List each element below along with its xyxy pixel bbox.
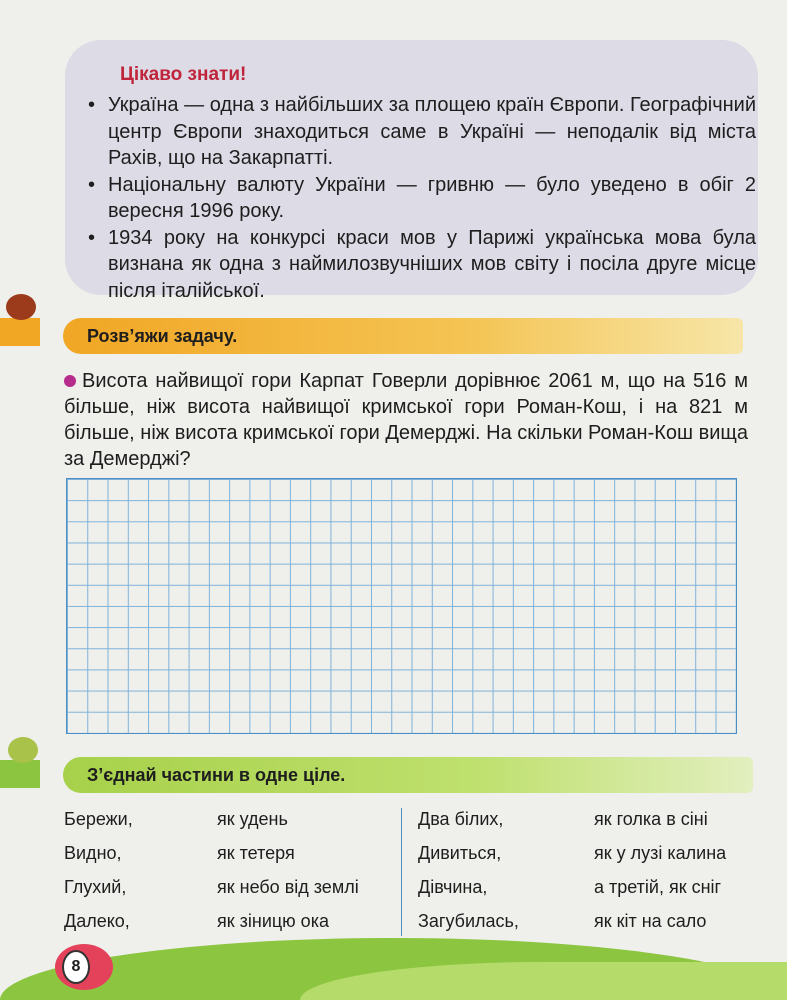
orange-side-tab <box>0 318 40 346</box>
task-heading: З’єднай частини в одне ціле. <box>87 765 346 785</box>
page-number: 8 <box>62 950 90 984</box>
info-box-title: Цікаво знати! <box>120 64 247 85</box>
match-item[interactable]: Бережи, <box>64 809 133 829</box>
match-item[interactable]: як небо від землі <box>217 877 359 897</box>
monkey-mascot-icon <box>6 294 36 320</box>
match-item[interactable]: як голка в сіні <box>594 809 708 829</box>
column-divider <box>401 808 402 936</box>
match-item[interactable]: Загубилась, <box>418 911 519 931</box>
fact-item: • Національну валюту України — гривню — було уведено в обіг 2 вересня 1996 року. <box>86 172 756 225</box>
match-item[interactable]: Два білих, <box>418 809 504 829</box>
match-item[interactable]: Дивиться, <box>418 843 502 863</box>
match-item[interactable]: Дівчина, <box>418 877 488 897</box>
match-item[interactable]: Далеко, <box>64 911 130 931</box>
match-item[interactable]: як кіт на сало <box>594 911 707 931</box>
task-banner-match <box>63 757 753 793</box>
fact-item: • 1934 року на конкурсі краси мов у Парижі українська мова була визнана як одна з наймилозвучніших мов світу і посіла друге місце після італійської. <box>86 225 756 305</box>
match-column-1 <box>64 802 133 938</box>
match-column-3 <box>418 802 519 938</box>
match-item[interactable]: як у лузі калина <box>594 843 727 863</box>
match-item[interactable]: Видно, <box>64 843 122 863</box>
bullet-dot-icon <box>64 375 76 387</box>
match-item[interactable]: як зіницю ока <box>217 911 329 931</box>
match-item[interactable]: а третій, як сніг <box>594 877 722 897</box>
facts-list <box>86 92 756 304</box>
answer-grid[interactable] <box>66 478 737 734</box>
task-banner-solve <box>63 318 743 354</box>
match-column-2 <box>217 802 359 938</box>
task-problem-text: Висота найвищої гори Карпат Говерли дорівнює 2061 м, що на 516 м більше, ніж висота найвищої кримської гори Роман-Кош, і на 821 м більше, ніж висота кримської гори Демерджі. На скільки Роман-Кош вища за Демерджі? <box>64 370 748 470</box>
task-text <box>64 368 748 472</box>
bear-mascot-icon <box>8 737 38 763</box>
match-item[interactable]: як удень <box>217 809 288 829</box>
match-item[interactable]: Глухий, <box>64 877 127 897</box>
match-item[interactable]: як тетеря <box>217 843 295 863</box>
task-heading: Розв’яжи задачу. <box>87 326 238 346</box>
fact-item: • Україна — одна з найбільших за площею країн Європи. Географічний центр Європи знаходиться саме в Україні — неподалік від міста Рахів, що на Закарпатті. <box>86 92 756 172</box>
match-column-4 <box>594 802 726 938</box>
green-side-tab <box>0 760 40 788</box>
